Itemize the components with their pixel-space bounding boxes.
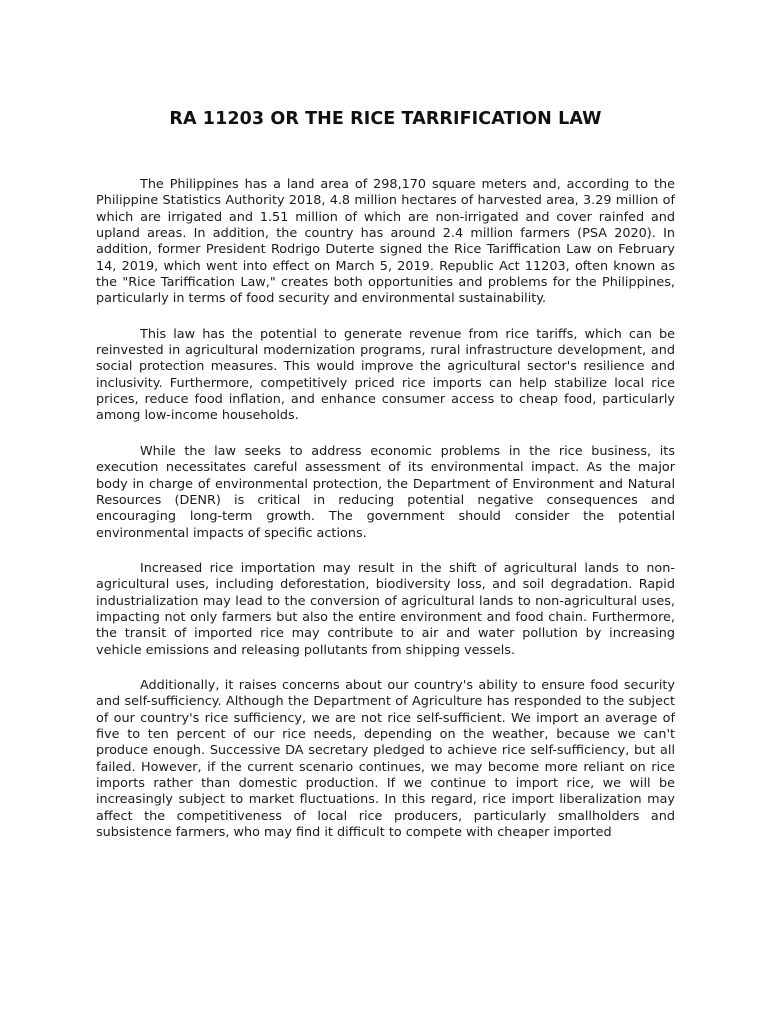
document-body (96, 177, 675, 860)
paragraph-land-conversion: Increased rice importation may result in the shift of agricultural lands to non-agricultural uses, including deforestation, biodiversity loss, and soil degradation. Rapid industrialization may lead to the conversion of agricultural lands to non-agricultural uses, impacting not only farmers but also the entire environment and food chain. Furthermore, the transit of imported rice may contribute to air and water pollution by increasing vehicle emissions and releasing pollutants from shipping vessels. (96, 560, 675, 658)
document-title: RA 11203 OR THE RICE TARRIFICATION LAW (169, 109, 602, 129)
paragraph-environmental-assessment: While the law seeks to address economic problems in the rice business, its execution necessitates careful assessment of its environmental impact. As the major body in charge of environmental protection, the Department of Environment and Natural Resources (DENR) is critical in reducing potential negative consequences and encouraging long-term growth. The government should consider the potential environmental impacts of specific actions. (96, 443, 675, 541)
document-page (96, 0, 675, 1024)
paragraph-revenue-potential: This law has the potential to generate revenue from rice tariffs, which can be reinvested in agricultural modernization programs, rural infrastructure development, and social protection measures. This would improve the agricultural sector's resilience and inclusivity. Furthermore, competitively priced rice imports can help stabilize local rice prices, reduce food inflation, and enhance consumer access to cheap food, particularly among low-income households. (96, 326, 675, 424)
paragraph-land-area: The Philippines has a land area of 298,170 square meters and, according to the Philippine Statistics Authority 2018, 4.8 million hectares of harvested area, 3.29 million of which are irrigated and 1.51 million of which are non-irrigated and cover rainfed and upland areas. In addition, the country has around 2.4 million farmers (PSA 2020). In addition, former President Rodrigo Duterte signed the Rice Tariffication Law on February 14, 2019, which went into effect on March 5, 2019. Republic Act 11203, often known as the "Rice Tariffication Law," creates both opportunities and problems for the Philippines, particularly in terms of food security and environmental sustainability. (96, 177, 675, 307)
paragraph-food-security: Additionally, it raises concerns about our country's ability to ensure food security and self-sufficiency. Although the Department of Agriculture has responded to the subject of our country's rice sufficiency, we are not rice self-sufficient. We import an average of five to ten percent of our rice needs, depending on the weather, because we can't produce enough. Successive DA secretary pledged to achieve rice self-sufficiency, but all failed. However, if the current scenario continues, we may become more reliant on rice imports rather than domestic production. If we continue to import rice, we will be increasingly subject to market fluctuations. In this regard, rice import liberalization may affect the competitiveness of local rice producers, particularly smallholders and subsistence farmers, who may find it difficult to compete with cheaper imported (96, 677, 675, 841)
